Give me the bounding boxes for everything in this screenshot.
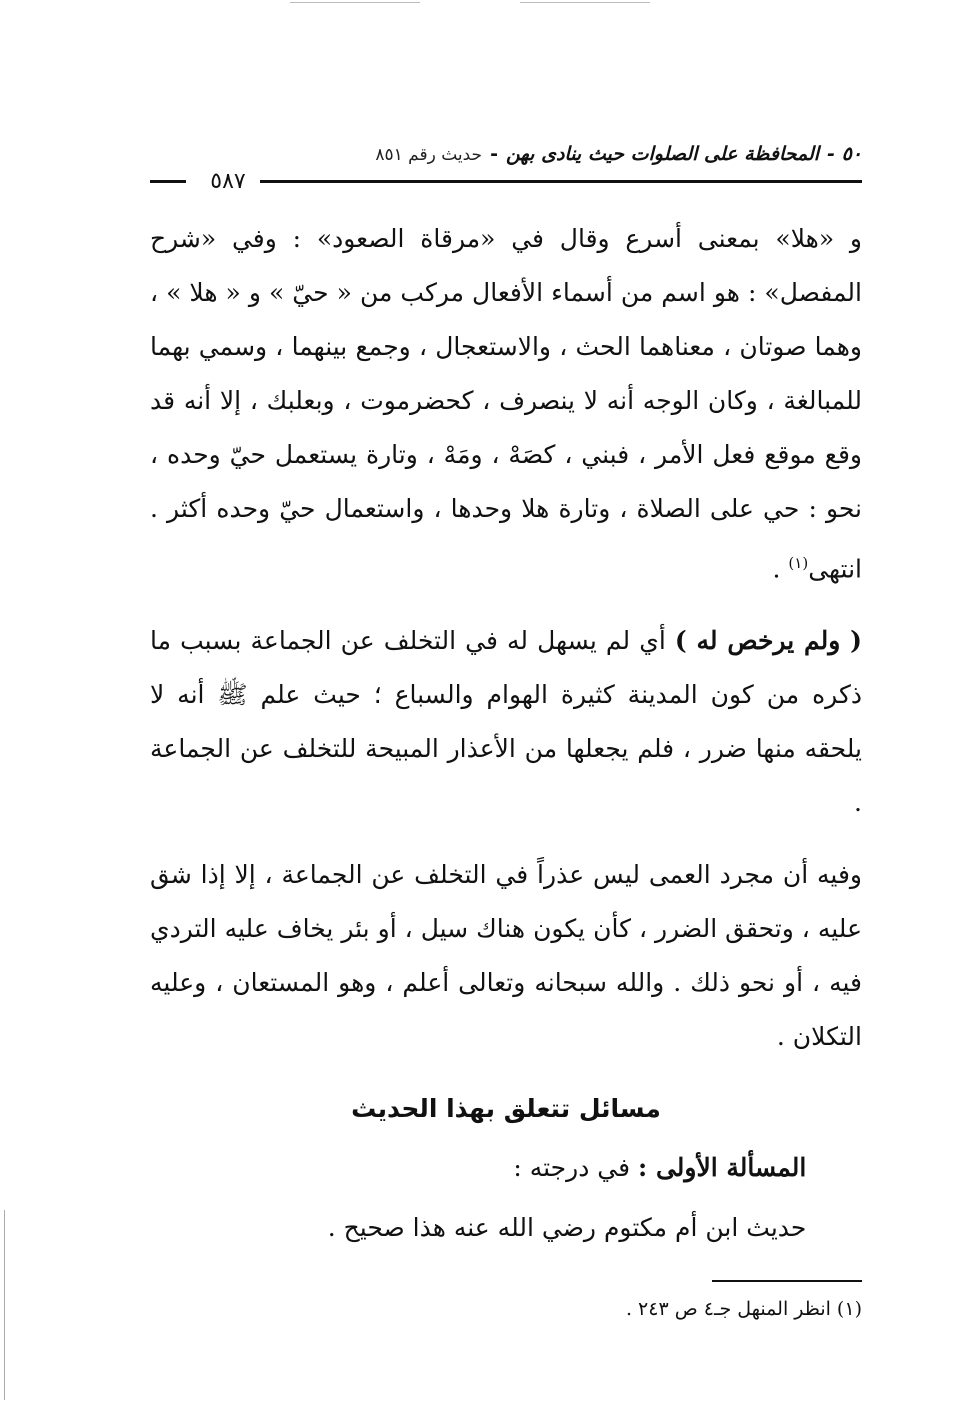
header-separator: - [490,143,498,165]
footnote [150,1292,862,1326]
scan-edge-mark [520,2,650,3]
footnote-text: (١) انظر المنهل جـ٤ ص ٢٤٣ . [625,1298,862,1321]
paragraph-3 [150,848,862,1064]
chapter-number: ٥٠ - [827,143,862,165]
issue-heading [150,1140,862,1196]
scan-edge-mark [290,2,420,3]
issue-subject: في درجته : [513,1153,639,1183]
running-header [150,140,862,170]
section-heading: مسائل تتعلق بهذا الحديث [351,1094,661,1124]
hadith-number: حديث رقم ٨٥١ [375,145,483,165]
issue-body [150,1200,862,1256]
paragraph-2 [150,614,862,830]
issue-body-text: حديث ابن أم مكتوم رضي الله عنه هذا صحيح . [327,1213,807,1243]
paragraph-1-end: . [772,554,789,584]
issue-label: المسألة الأولى : [638,1153,807,1183]
book-page [150,140,862,1326]
page-number: ٥٨٧ [210,168,246,194]
footnote-reference: (١) [788,554,809,572]
scan-edge-line [4,1210,5,1400]
paragraph-1 [150,212,862,596]
header-rule-long [260,180,862,183]
quoted-phrase: ( ولم يرخص له ) [674,626,863,656]
paragraph-1-text: و «هلا» بمعنى أسرع وقال في «مرقاة الصعود» : وفي «شرح المفصل» : هو اسم من أسماء الأفعال مركب من « حيّ » و « هلا » ، وهما صوتان ، معناهما الحث ، والاستعجال ، وجمع بينهما ، وسمي بهما للمبالغة ، وكان الوجه أنه لا ينصرف ، كحضرموت ، وبعلبك ، إلا أنه قد وقع موقع فعل الأمر ، فبني ، كصَهْ ، ومَهْ ، وتارة يستعمل حيّ وحده ، نحو : حي على الصلاة ، وتارة هلا وحدها ، واستعمال حيّ وحده أكثر . انتهى [150,224,862,584]
footnote-rule [712,1280,862,1282]
chapter-title: المحافظة على الصلوات حيث ينادى بهن [505,143,820,165]
header-rule-short [150,180,186,183]
paragraph-2-text: أي لم يسهل له في التخلف عن الجماعة بسبب ما ذكره من كون المدينة كثيرة الهوام والسباع ؛ حيث علم ﷺ أنه لا يلحقه منها ضرر ، فلم يجعلها من الأعذار المبيحة للتخلف عن الجماعة . [150,626,862,818]
paragraph-3-text: وفيه أن مجرد العمى ليس عذراً في التخلف عن الجماعة ، إلا إذا شق عليه ، وتحقق الضرر ، كأن يكون هناك سيل ، أو بئر يخاف عليه التردي فيه ، أو نحو ذلك . والله سبحانه وتعالى أعلم ، وهو المستعان ، وعليه التكلان . [150,860,862,1052]
header-rule [150,170,862,192]
